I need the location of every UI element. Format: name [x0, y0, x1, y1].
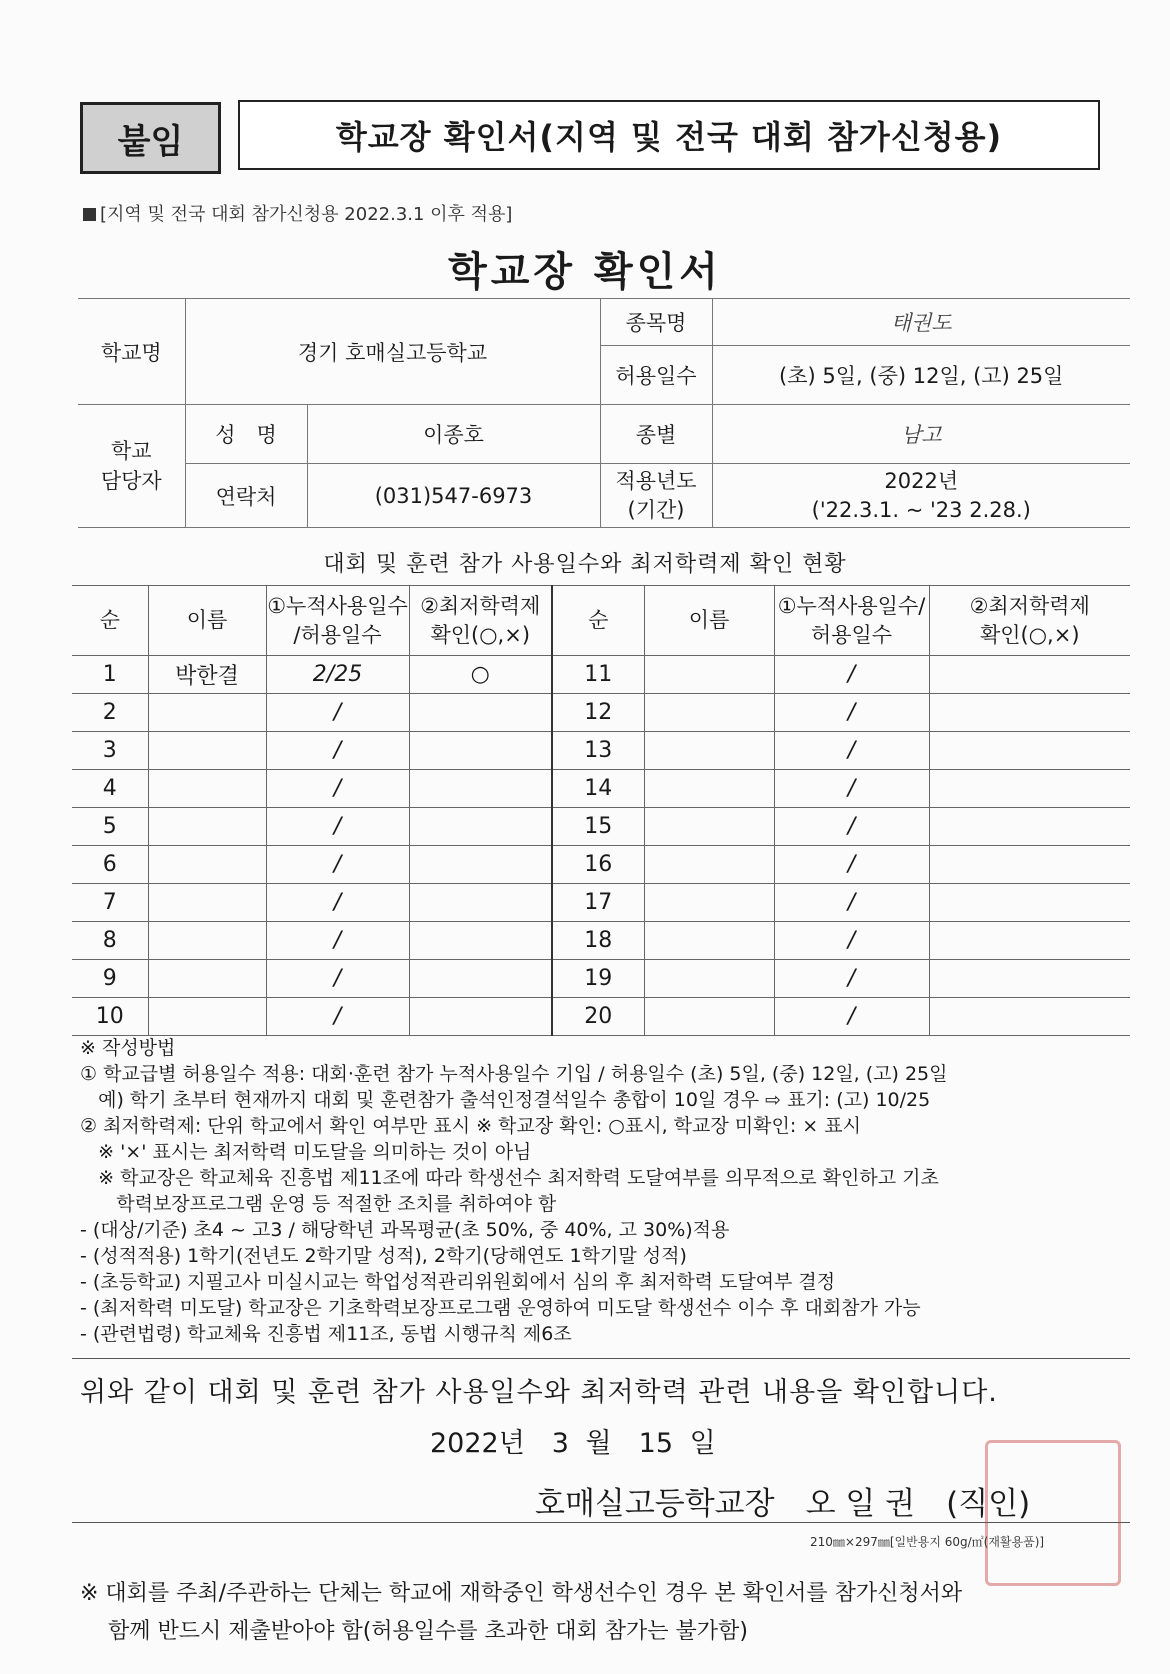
year-label: 적용년도 (기간) — [600, 464, 712, 528]
row-number: 7 — [72, 884, 148, 922]
academic-check — [929, 998, 1130, 1036]
attachment-tag: 붙임 — [80, 102, 221, 174]
used-days: / — [266, 922, 409, 960]
student-name — [644, 846, 774, 884]
student-name — [148, 732, 266, 770]
student-name — [148, 998, 266, 1036]
student-name — [148, 694, 266, 732]
table-row — [72, 922, 1130, 960]
official-seal — [985, 1440, 1121, 1586]
student-name — [148, 770, 266, 808]
school-label: 학교명 — [78, 299, 185, 405]
student-name — [148, 922, 266, 960]
used-days: / — [266, 694, 409, 732]
year-value: 2022년 ('22.3.1. ~ '23 2.28.) — [712, 464, 1130, 528]
row-number: 2 — [72, 694, 148, 732]
student-name — [644, 732, 774, 770]
instruction-line: - (관련법령) 학교체육 진흥법 제11조, 동법 시행규칙 제6조 — [80, 1323, 572, 1345]
instruction-line: ② 최저학력제: 단위 학교에서 확인 여부만 표시 ※ 학교장 확인: ○표시, 학교장 미확인: × 표시 — [80, 1115, 861, 1137]
instruction-line: ※ 학교장은 학교체육 진흥법 제11조에 따라 학생선수 최저학력 도달여부를 의무적으로 확인하고 기초 — [80, 1167, 939, 1189]
issue-date: 2022년 3 월 15 일 — [430, 1428, 716, 1459]
table-row — [72, 694, 1130, 732]
academic-check — [409, 960, 552, 998]
footer-line: ※ 대회를 주최/주관하는 단체는 학교에 재학중인 학생선수인 경우 본 확인서를 참가신청서와 — [80, 1581, 963, 1606]
student-name — [148, 884, 266, 922]
student-name — [644, 960, 774, 998]
used-days: / — [266, 770, 409, 808]
used-days: / — [774, 732, 929, 770]
student-name — [644, 694, 774, 732]
used-days: / — [266, 808, 409, 846]
table-row — [72, 808, 1130, 846]
document-header-title: 학교장 확인서(지역 및 전국 대회 참가신청용) — [238, 100, 1100, 170]
academic-check — [929, 770, 1130, 808]
col-header-check: ②최저학력제 확인(○,×) — [929, 586, 1130, 656]
student-name — [644, 770, 774, 808]
used-days: 2/25 — [266, 656, 409, 694]
table-row — [72, 960, 1130, 998]
used-days: / — [774, 694, 929, 732]
used-days: / — [774, 960, 929, 998]
contact-value: (031)547-6973 — [307, 464, 600, 528]
academic-check — [409, 770, 552, 808]
row-number: 10 — [72, 998, 148, 1036]
table-row — [72, 770, 1130, 808]
kind-label: 종별 — [600, 405, 712, 464]
instruction-line: 예) 학기 초부터 현재까지 대회 및 훈련참가 출석인정결석일수 총합이 10일 경우 ⇨ 표기: (고) 10/25 — [80, 1089, 931, 1111]
academic-check: ○ — [409, 656, 552, 694]
used-days: / — [774, 884, 929, 922]
student-name — [644, 998, 774, 1036]
student-name — [148, 808, 266, 846]
col-header-name: 이름 — [148, 586, 266, 656]
row-number: 12 — [552, 694, 644, 732]
row-number: 5 — [72, 808, 148, 846]
academic-check — [409, 808, 552, 846]
row-number: 11 — [552, 656, 644, 694]
instruction-line: - (최저학력 미도달) 학교장은 기초학력보장프로그램 운영하여 미도달 학생선수 이수 후 대회참가 가능 — [80, 1297, 921, 1319]
table-row — [72, 846, 1130, 884]
divider — [72, 1522, 1130, 1523]
contact-label: 연락처 — [185, 464, 307, 528]
academic-check — [929, 694, 1130, 732]
academic-check — [409, 884, 552, 922]
info-table — [78, 298, 1130, 528]
col-header-no: 순 — [72, 586, 148, 656]
divider — [72, 1358, 1130, 1359]
used-days: / — [266, 732, 409, 770]
participation-table — [72, 585, 1130, 1036]
academic-check — [929, 732, 1130, 770]
used-days: / — [266, 846, 409, 884]
table-row — [72, 998, 1130, 1036]
academic-check — [409, 732, 552, 770]
academic-check — [929, 922, 1130, 960]
row-number: 6 — [72, 846, 148, 884]
academic-check — [929, 846, 1130, 884]
used-days: / — [774, 770, 929, 808]
used-days: / — [266, 960, 409, 998]
student-name — [644, 656, 774, 694]
instruction-line: ① 학교급별 허용일수 적용: 대회·훈련 참가 누적사용일수 기입 / 허용일수 (초) 5일, (중) 12일, (고) 25일 — [80, 1063, 948, 1085]
row-number: 17 — [552, 884, 644, 922]
student-name — [644, 884, 774, 922]
paper-spec: 210㎜×297㎜[일반용지 60g/㎡(재활용품)] — [810, 1535, 1045, 1549]
academic-check — [409, 922, 552, 960]
used-days: / — [266, 884, 409, 922]
row-number: 15 — [552, 808, 644, 846]
instruction-line: - (대상/기준) 초4 ~ 고3 / 해당학년 과목평균(초 50%, 중 40%, 고 30%)적용 — [80, 1219, 730, 1241]
table-row — [72, 732, 1130, 770]
col-header-days: ①누적사용일수/ 허용일수 — [774, 586, 929, 656]
row-number: 20 — [552, 998, 644, 1036]
used-days: / — [774, 656, 929, 694]
col-header-days: ①누적사용일수 /허용일수 — [266, 586, 409, 656]
row-number: 1 — [72, 656, 148, 694]
academic-check — [409, 694, 552, 732]
student-name — [644, 922, 774, 960]
square-bullet-icon — [83, 208, 96, 221]
allowed-value: (초) 5일, (중) 12일, (고) 25일 — [712, 346, 1130, 405]
row-number: 13 — [552, 732, 644, 770]
row-number: 14 — [552, 770, 644, 808]
student-name — [644, 808, 774, 846]
instruction-line: ※ '×' 표시는 최저학력 미도달을 의미하는 것이 아님 — [80, 1141, 532, 1163]
academic-check — [929, 884, 1130, 922]
row-number: 18 — [552, 922, 644, 960]
event-value: 태권도 — [712, 299, 1130, 346]
table-row — [72, 884, 1130, 922]
school-value: 경기 호매실고등학교 — [185, 299, 600, 405]
kind-value: 남고 — [712, 405, 1130, 464]
section-title: 대회 및 훈련 참가 사용일수와 최저학력제 확인 현황 — [323, 552, 847, 577]
col-header-no: 순 — [552, 586, 644, 656]
table-row — [72, 656, 1130, 694]
confirmation-statement: 위와 같이 대회 및 훈련 참가 사용일수와 최저학력 관련 내용을 확인합니다. — [80, 1377, 998, 1408]
name-value: 이종호 — [307, 405, 600, 464]
allowed-label: 허용일수 — [600, 346, 712, 405]
subtitle — [83, 200, 512, 226]
principal-signature: 호매실고등학교장 오 일 권 (직인) — [535, 1486, 1031, 1522]
used-days: / — [266, 998, 409, 1036]
row-number: 4 — [72, 770, 148, 808]
instruction-line: - (초등학교) 지필고사 미실시교는 학업성적관리위원회에서 심의 후 최저학력 도달여부 결정 — [80, 1271, 836, 1293]
academic-check — [929, 808, 1130, 846]
row-number: 16 — [552, 846, 644, 884]
footer-line: 함께 반드시 제출받아야 함(허용일수를 초과한 대회 참가는 불가함) — [80, 1619, 748, 1644]
manager-label: 학교 담당자 — [78, 405, 185, 528]
student-name — [148, 846, 266, 884]
instruction-line: 학력보장프로그램 운영 등 적절한 조치를 취하여야 함 — [80, 1193, 557, 1215]
used-days: / — [774, 846, 929, 884]
col-header-check: ②최저학력제 확인(○,×) — [409, 586, 552, 656]
row-number: 8 — [72, 922, 148, 960]
page-title: 학교장 확인서 — [448, 249, 722, 295]
academic-check — [929, 960, 1130, 998]
instruction-line: ※ 작성방법 — [80, 1037, 176, 1059]
subtitle-text: [지역 및 전국 대회 참가신청용 2022.3.1 이후 적용] — [100, 204, 513, 225]
writing-instructions — [80, 1035, 1150, 1347]
col-header-name: 이름 — [644, 586, 774, 656]
instruction-line: - (성적적용) 1학기(전년도 2학기말 성적), 2학기(당해연도 1학기말 성적) — [80, 1245, 687, 1267]
event-label: 종목명 — [600, 299, 712, 346]
row-number: 19 — [552, 960, 644, 998]
used-days: / — [774, 998, 929, 1036]
row-number: 9 — [72, 960, 148, 998]
row-number: 3 — [72, 732, 148, 770]
name-label: 성 명 — [185, 405, 307, 464]
academic-check — [409, 998, 552, 1036]
used-days: / — [774, 808, 929, 846]
student-name: 박한결 — [148, 656, 266, 694]
academic-check — [409, 846, 552, 884]
student-name — [148, 960, 266, 998]
academic-check — [929, 656, 1130, 694]
used-days: / — [774, 922, 929, 960]
footer-note — [80, 1575, 962, 1651]
